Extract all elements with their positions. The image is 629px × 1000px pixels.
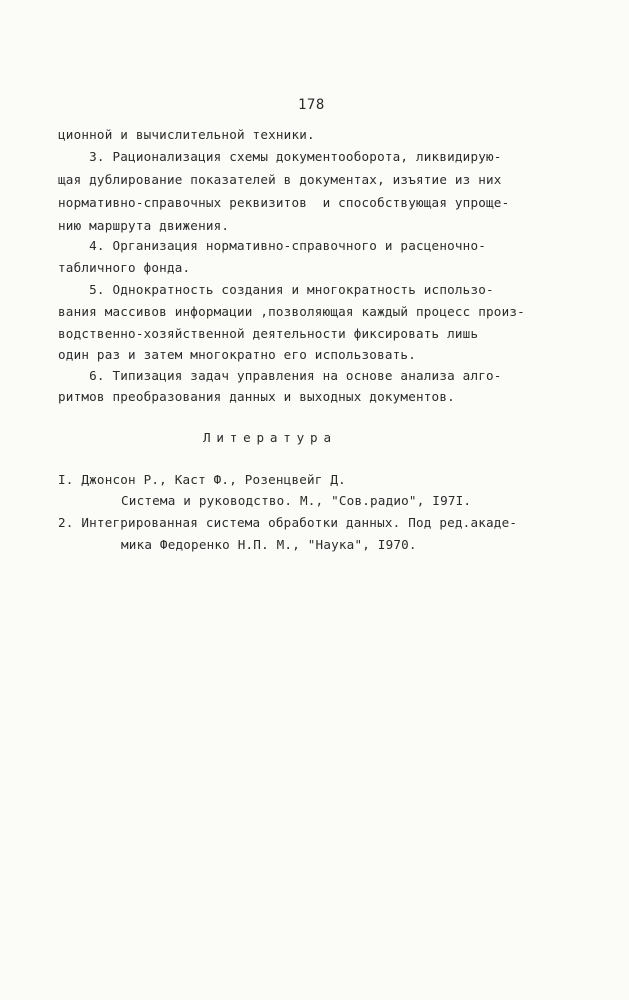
body-line: ритмов преобразования данных и выходных документов.: [58, 389, 455, 404]
body-line: вания массивов информации ,позволяющая каждый процесс произ-: [58, 304, 525, 319]
body-line: 4. Организация нормативно-справочного и расценочно-: [58, 238, 487, 253]
body-line: ционной и вычислительной техники.: [58, 127, 315, 142]
page-number: 178: [298, 97, 325, 113]
literature-heading: Литература: [203, 430, 337, 445]
body-line: 5. Однократность создания и многократность использо-: [58, 282, 494, 297]
body-line: нормативно-справочных реквизитов и способствующая упроще-: [58, 195, 510, 210]
reference-1-line-2: Система и руководство. М., "Сов.радио", I97I.: [121, 493, 472, 508]
body-line: табличного фонда.: [58, 260, 191, 275]
body-line: 3. Рационализация схемы документооборота, ликвидирую-: [58, 149, 502, 164]
body-line: один раз и затем многократно его использовать.: [58, 347, 416, 362]
reference-1-line-1: I. Джонсон Р., Каст Ф., Розенцвейг Д.: [58, 472, 346, 487]
body-line: 6. Типизация задач управления на основе анализа алго-: [58, 368, 502, 383]
reference-2-line-2: мика Федоренко Н.П. М., "Наука", I970.: [121, 537, 417, 552]
body-line: нию маршрута движения.: [58, 218, 230, 233]
body-line: щая дублирование показателей в документах, изъятие из них: [58, 172, 502, 187]
reference-2-line-1: 2. Интегрированная система обработки данных. Под ред.акаде-: [58, 515, 518, 530]
body-line: водственно-хозяйственной деятельности фиксировать лишь: [58, 326, 479, 341]
